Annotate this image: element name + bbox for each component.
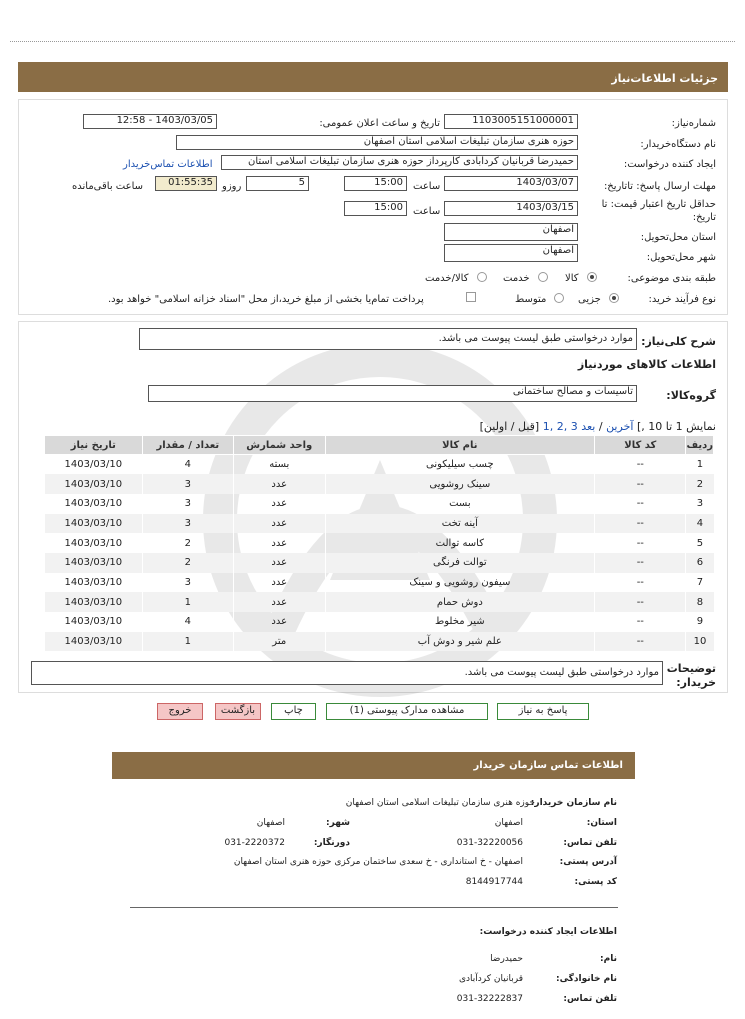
pagination-pages[interactable]: 3 ,2 ,1 xyxy=(542,420,578,433)
cell-date: 1403/03/10 xyxy=(45,573,143,593)
back-button[interactable]: بازگشت xyxy=(215,703,261,720)
cell-code: -- xyxy=(595,632,686,652)
col-code-header: کد کالا xyxy=(595,436,686,455)
cell-row: 4 xyxy=(686,514,714,534)
treasury-payment-text: پرداخت تمام‌یا بخشی از مبلغ خرید،از محل "اسناد خزانه اسلامی" خواهد بود. xyxy=(108,294,424,305)
buyer-notes-label: توضیحات xyxy=(666,662,716,675)
category-option-goods: کالا xyxy=(565,273,579,284)
category-label: طبقه بندی موضوعی: xyxy=(627,273,716,284)
city-label: شهر محل‌تحویل: xyxy=(646,252,716,263)
contact-org: حوزه هنری سازمان تبلیغات اسلامی استان اصفهان xyxy=(345,798,535,808)
contact-province-label: استان: xyxy=(586,818,617,828)
cell-unit: عدد xyxy=(234,553,325,573)
cell-date: 1403/03/10 xyxy=(45,632,143,652)
category-radio-service[interactable] xyxy=(538,272,548,282)
cell-unit: متر xyxy=(234,632,325,652)
remaining-label: ساعت باقی‌مانده xyxy=(72,181,144,192)
contact-city-label: شهر: xyxy=(326,818,350,828)
creator-family: قربانیان کردآبادی xyxy=(458,974,523,984)
process-option-minor: جزیی xyxy=(578,294,601,305)
table-row xyxy=(45,612,714,632)
cell-date: 1403/03/10 xyxy=(45,553,143,573)
cell-qty: 3 xyxy=(142,494,233,514)
exit-button[interactable]: خروج xyxy=(157,703,203,720)
pagination-prefix: نمایش 1 تا 10 ,] xyxy=(636,420,716,433)
cell-row: 1 xyxy=(686,455,714,475)
category-radio-goods[interactable] xyxy=(587,272,597,282)
cell-unit: عدد xyxy=(234,592,325,612)
validity-hour-field: 15:00 xyxy=(344,201,407,216)
cell-row: 3 xyxy=(686,494,714,514)
cell-code: -- xyxy=(595,553,686,573)
buyer-notes-label-2: خریدار: xyxy=(676,676,716,689)
validity-label: حداقل تاریخ اعتبار قیمت: تا xyxy=(601,199,716,210)
cell-date: 1403/03/10 xyxy=(45,592,143,612)
top-divider xyxy=(10,41,735,42)
need-summary-field: موارد درخواستی طبق لیست پیوست می باشد. xyxy=(139,328,637,350)
announce-label: تاریخ و ساعت اعلان عمومی: xyxy=(319,118,440,129)
col-qty-header: تعداد / مقدار xyxy=(142,436,233,455)
table-row xyxy=(45,553,714,573)
cell-row: 7 xyxy=(686,573,714,593)
days-label: روزو xyxy=(222,181,242,192)
contact-city: اصفهان xyxy=(256,818,285,828)
cell-name: سیفون روشویی و سینک xyxy=(325,573,595,593)
creator-family-label: نام خانوادگی: xyxy=(555,974,617,984)
cell-name: بست xyxy=(325,494,595,514)
remaining-time-field: 01:55:35 xyxy=(155,176,217,191)
contact-phone: 031-32220056 xyxy=(456,838,523,848)
contact-divider xyxy=(130,907,618,908)
cell-date: 1403/03/10 xyxy=(45,533,143,553)
city-field: اصفهان xyxy=(444,244,578,262)
cell-code: -- xyxy=(595,573,686,593)
process-radio-minor[interactable] xyxy=(609,293,619,303)
cell-qty: 4 xyxy=(142,455,233,475)
cell-date: 1403/03/10 xyxy=(45,455,143,475)
table-header-row xyxy=(45,436,714,455)
col-unit-header: واحد شمارش xyxy=(234,436,325,455)
cell-row: 6 xyxy=(686,553,714,573)
col-name-header: نام کالا xyxy=(325,436,595,455)
province-label: استان محل‌تحویل: xyxy=(640,232,716,243)
process-radio-medium[interactable] xyxy=(554,293,564,303)
table-row xyxy=(45,474,714,494)
buyer-notes-field: موارد درخواستی طبق لیست پیوست می باشد. xyxy=(31,661,663,685)
contact-address-label: آدرس پستی: xyxy=(559,857,617,867)
pagination-last-link[interactable]: آخرین xyxy=(606,420,634,433)
contact-title: اطلاعات تماس سازمان خریدار xyxy=(112,752,635,779)
cell-unit: عدد xyxy=(234,494,325,514)
print-button[interactable]: چاپ xyxy=(271,703,316,720)
contact-fax: 031-2220372 xyxy=(224,838,285,848)
pagination-suffix: [قبل / اولین] xyxy=(479,420,540,433)
cell-row: 8 xyxy=(686,592,714,612)
table-row xyxy=(45,455,714,475)
cell-unit: عدد xyxy=(234,533,325,553)
goods-group-field: تاسیسات و مصالح ساختمانی xyxy=(148,385,637,402)
validity-hour-label: ساعت xyxy=(413,206,441,217)
category-option-service: خدمت xyxy=(503,273,530,284)
pagination-next-link[interactable]: بعد xyxy=(581,420,596,433)
process-label: نوع فرآیند خرید: xyxy=(648,294,716,305)
contact-phone-label: تلفن تماس: xyxy=(563,838,617,848)
creator-phone-label: تلفن تماس: xyxy=(563,994,617,1004)
cell-row: 9 xyxy=(686,612,714,632)
cell-unit: بسته xyxy=(234,455,325,475)
goods-table xyxy=(44,435,714,651)
cell-qty: 3 xyxy=(142,514,233,534)
table-row xyxy=(45,514,714,534)
cell-code: -- xyxy=(595,474,686,494)
cell-code: -- xyxy=(595,533,686,553)
cell-name: توالت فرنگی xyxy=(325,553,595,573)
announce-field: 1403/03/05 - 12:58 xyxy=(83,114,217,129)
table-row xyxy=(45,632,714,652)
cell-date: 1403/03/10 xyxy=(45,474,143,494)
cell-name: کاسه توالت xyxy=(325,533,595,553)
table-row xyxy=(45,592,714,612)
contact-buyer-link[interactable]: اطلاعات تماس‌خریدار xyxy=(123,159,213,170)
creator-label: ایجاد کننده درخواست: xyxy=(623,159,716,170)
cell-code: -- xyxy=(595,612,686,632)
creator-field: حمیدرضا قربانیان کردآبادی کارپرداز حوزه هنری سازمان تبلیغات اسلامی استان xyxy=(221,155,578,170)
contact-province: اصفهان xyxy=(494,818,523,828)
process-option-medium: متوسط xyxy=(515,294,547,305)
deadline-hour-label: ساعت xyxy=(413,181,441,192)
cell-name: سینک روشویی xyxy=(325,474,595,494)
cell-name: آینه تخت xyxy=(325,514,595,534)
cell-code: -- xyxy=(595,514,686,534)
cell-qty: 3 xyxy=(142,474,233,494)
need-number-field: 1103005151000001 xyxy=(444,114,578,129)
cell-qty: 4 xyxy=(142,612,233,632)
cell-name: شیر مخلوط xyxy=(325,612,595,632)
creator-info-title: اطلاعات ایجاد کننده درخواست: xyxy=(479,927,617,937)
cell-unit: عدد xyxy=(234,573,325,593)
col-date-header: تاریخ نیاز xyxy=(45,436,143,455)
cell-qty: 1 xyxy=(142,592,233,612)
contact-postal-label: کد پستی: xyxy=(574,877,617,887)
category-option-both: کالا/خدمت xyxy=(425,273,469,284)
validity-date-field: 1403/03/15 xyxy=(444,201,578,216)
page-title: جزئیات اطلاعات‌نیاز xyxy=(18,62,728,92)
attachments-button[interactable]: مشاهده مدارک پیوستی (1) xyxy=(326,703,488,720)
contact-fax-label: دورنگار: xyxy=(313,838,350,848)
deadline-label: مهلت ارسال پاسخ: تاتاریخ: xyxy=(603,181,716,192)
cell-row: 5 xyxy=(686,533,714,553)
cell-qty: 2 xyxy=(142,533,233,553)
creator-name-label: نام: xyxy=(600,954,617,964)
creator-phone: 031-32222837 xyxy=(456,994,523,1004)
need-number-label: شماره‌نیاز: xyxy=(671,118,716,129)
need-summary-label: شرح کلی‌نیاز: xyxy=(641,335,716,348)
contact-postal: 8144917744 xyxy=(465,877,523,887)
cell-unit: عدد xyxy=(234,514,325,534)
deadline-date-field: 1403/03/07 xyxy=(444,176,578,191)
table-row xyxy=(45,494,714,514)
cell-code: -- xyxy=(595,455,686,475)
province-field: اصفهان xyxy=(444,223,578,241)
cell-date: 1403/03/10 xyxy=(45,494,143,514)
cell-name: علم شیر و دوش آب xyxy=(325,632,595,652)
table-row xyxy=(45,573,714,593)
cell-name: دوش حمام xyxy=(325,592,595,612)
contact-address: اصفهان - خ استانداری - خ سعدی ساختمان مرکزی حوزه هنری استان اصفهان xyxy=(233,857,523,867)
cell-date: 1403/03/10 xyxy=(45,514,143,534)
cell-unit: عدد xyxy=(234,474,325,494)
cell-qty: 1 xyxy=(142,632,233,652)
buyer-org-label: نام دستگاه‌خریدار: xyxy=(640,139,716,150)
cell-name: چسب سیلیکونی xyxy=(325,455,595,475)
cell-date: 1403/03/10 xyxy=(45,612,143,632)
treasury-checkbox[interactable] xyxy=(466,292,476,302)
cell-code: -- xyxy=(595,592,686,612)
creator-name: حمیدرضا xyxy=(490,954,523,964)
validity-label-2: تاریخ: xyxy=(692,212,716,223)
buyer-org-field: حوزه هنری سازمان تبلیغات اسلامی استان اصفهان xyxy=(176,135,578,150)
reply-button[interactable]: پاسخ به نیاز xyxy=(497,703,589,720)
cell-row: 2 xyxy=(686,474,714,494)
table-row xyxy=(45,533,714,553)
cell-code: -- xyxy=(595,494,686,514)
contact-org-label: نام سازمان خریدار: xyxy=(530,798,617,808)
category-radio-both[interactable] xyxy=(477,272,487,282)
cell-unit: عدد xyxy=(234,612,325,632)
goods-info-title: اطلاعات کالاهای موردنیاز xyxy=(577,358,716,371)
goods-group-label: گروه‌کالا: xyxy=(666,389,716,402)
pagination: نمایش 1 تا 10 ,] آخرین / بعد 3 ,2 ,1 [قبل / اولین] xyxy=(479,420,716,433)
col-row-header: ردیف xyxy=(686,436,714,455)
deadline-hour-field: 15:00 xyxy=(344,176,407,191)
days-field: 5 xyxy=(246,176,309,191)
cell-qty: 3 xyxy=(142,573,233,593)
cell-qty: 2 xyxy=(142,553,233,573)
cell-row: 10 xyxy=(686,632,714,652)
